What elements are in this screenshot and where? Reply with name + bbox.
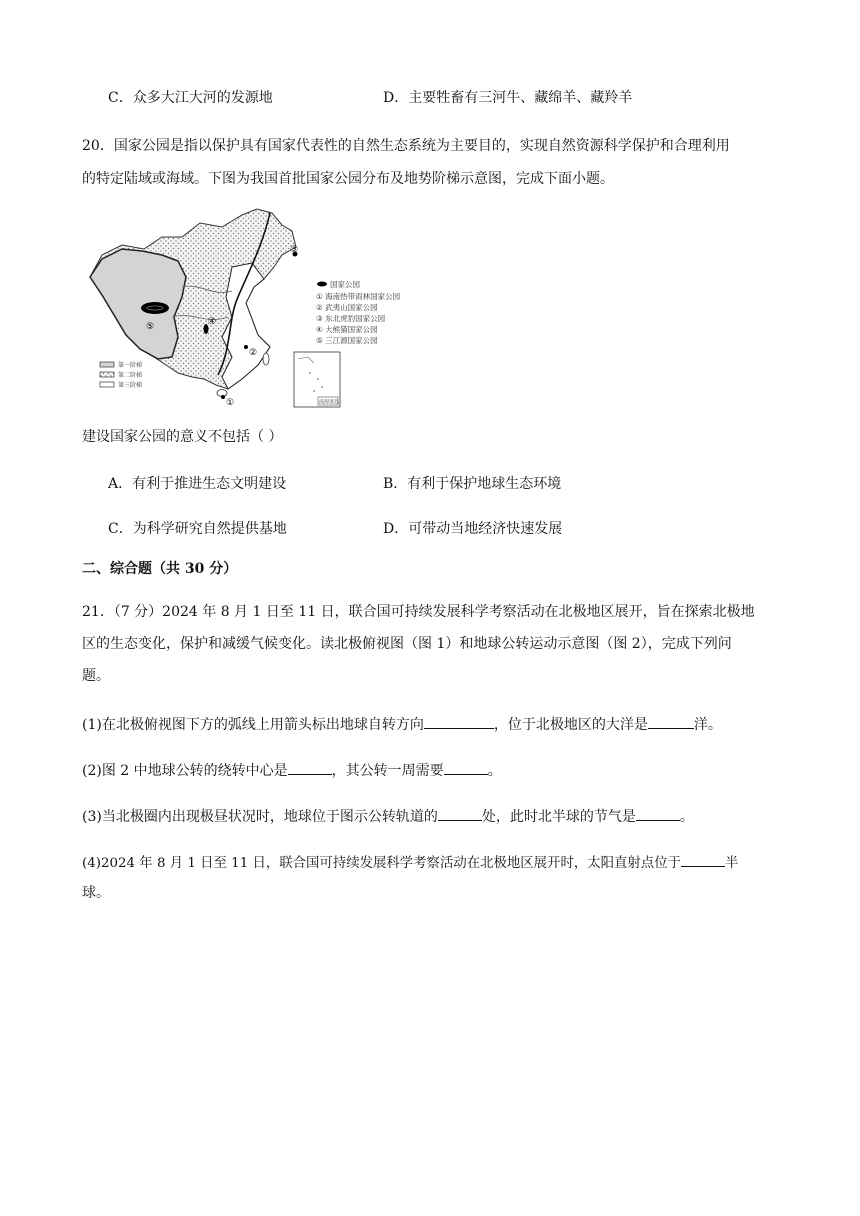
q21-sub1-text-c: 洋。 [693, 717, 722, 733]
step-legend-2: 第二阶梯 [118, 372, 143, 379]
legend-item-5: ⑤ 三江源国家公园 [316, 336, 378, 345]
park-sanjiangyuan [141, 302, 169, 314]
q21-sub1-text-a: (1)在北极俯视图下方的弧线上用箭头标出地球自转方向 [82, 717, 424, 733]
answer-blank[interactable] [438, 805, 482, 821]
inset-label: 南海诸岛 [319, 399, 340, 406]
q21-sub1 [82, 713, 722, 735]
section-heading: 二、综合题（共 30 分） [82, 561, 238, 577]
legend-item-4: ④ 大熊猫国家公园 [316, 325, 378, 334]
q20-option-c: C．为科学研究自然提供基地 [108, 521, 287, 537]
q21-sub1-text-b: ，位于北极地区的大洋是 [493, 717, 648, 733]
legend-title: 国家公园 [330, 280, 360, 289]
first-step-region [90, 249, 186, 359]
q21-sub3-text-c: 。 [679, 809, 694, 825]
q20-stem-line2: 的特定陆域或海域。下图为我国首批国家公园分布及地势阶梯示意图，完成下面小题。 [82, 171, 614, 187]
q21-sub2-text-b: ，其公转一周需要 [331, 763, 444, 779]
answer-blank[interactable] [648, 713, 694, 729]
china-national-parks-map [82, 207, 434, 412]
q20-option-d: D．可带动当地经济快速发展 [383, 521, 563, 537]
q19-option-d: D．主要牲畜有三河牛、藏绵羊、藏羚羊 [383, 90, 633, 106]
q21-sub4-text-a: (4)2024 年 8 月 1 日至 11 日，联合国可持续发展科学考察活动在北极地区展开时，太阳直射点位于 [82, 856, 681, 871]
q21-sub2-text-c: 。 [487, 763, 502, 779]
q21-stem-line1: 21．（7 分）2024 年 8 月 1 日至 11 日，联合国可持续发展科学考察活动在北极地区展开，旨在探索北极地 [82, 604, 755, 620]
legend-item-2: ② 武夷山国家公园 [316, 303, 378, 312]
q20-stem-line1: 20．国家公园是指以保护具有国家代表性的自然生态系统为主要目的，实现自然资源科学保护和合理利用 [82, 138, 730, 154]
q21-sub3-text-b: 处，此时北半球的节气是 [481, 809, 636, 825]
q20-option-a: A．有利于推进生态文明建设 [108, 476, 287, 492]
step-legend-1: 第一阶梯 [118, 362, 143, 369]
marker-4: ④ [208, 317, 217, 327]
q21-sub3-text-a: (3)当北极圈内出现极昼状况时，地球位于图示公转轨道的 [82, 809, 438, 825]
answer-blank[interactable] [444, 759, 488, 775]
q21-sub3 [82, 805, 694, 827]
marker-2: ② [249, 348, 258, 358]
q21-sub4 [82, 851, 738, 874]
answer-blank[interactable] [424, 713, 494, 729]
q21-sub2 [82, 759, 502, 781]
q21-sub4-line2: 球。 [82, 885, 110, 901]
marker-1: ① [226, 398, 235, 408]
answer-blank[interactable] [681, 851, 725, 867]
q21-sub4-text-b: 半 [724, 856, 739, 871]
marker-3: ③ [290, 245, 299, 255]
q21-stem-line3: 题。 [82, 668, 110, 684]
map-figure [82, 207, 434, 412]
q21-sub2-text-a: (2)图 2 中地球公转的绕转中心是 [82, 763, 288, 779]
answer-blank[interactable] [288, 759, 332, 775]
q21-stem-line2: 区的生态变化，保护和减缓气候变化。读北极俯视图（图 1）和地球公转运动示意图（图 2），完成下列问 [82, 636, 732, 652]
park-hainan [221, 395, 225, 399]
step-legend-3: 第三阶梯 [118, 382, 143, 389]
q20-option-b: B．有利于保护地球生态环境 [383, 476, 562, 492]
legend-item-3: ③ 东北虎豹国家公园 [316, 314, 386, 323]
q20-question: 建设国家公园的意义不包括（ ） [82, 429, 283, 445]
third-step-region [222, 263, 270, 389]
q19-option-c: C．众多大江大河的发源地 [108, 90, 273, 106]
marker-5: ⑤ [146, 322, 155, 332]
answer-blank[interactable] [636, 805, 680, 821]
legend-item-1: ① 海南热带雨林国家公园 [316, 292, 401, 301]
park-wuyishan [244, 345, 248, 349]
